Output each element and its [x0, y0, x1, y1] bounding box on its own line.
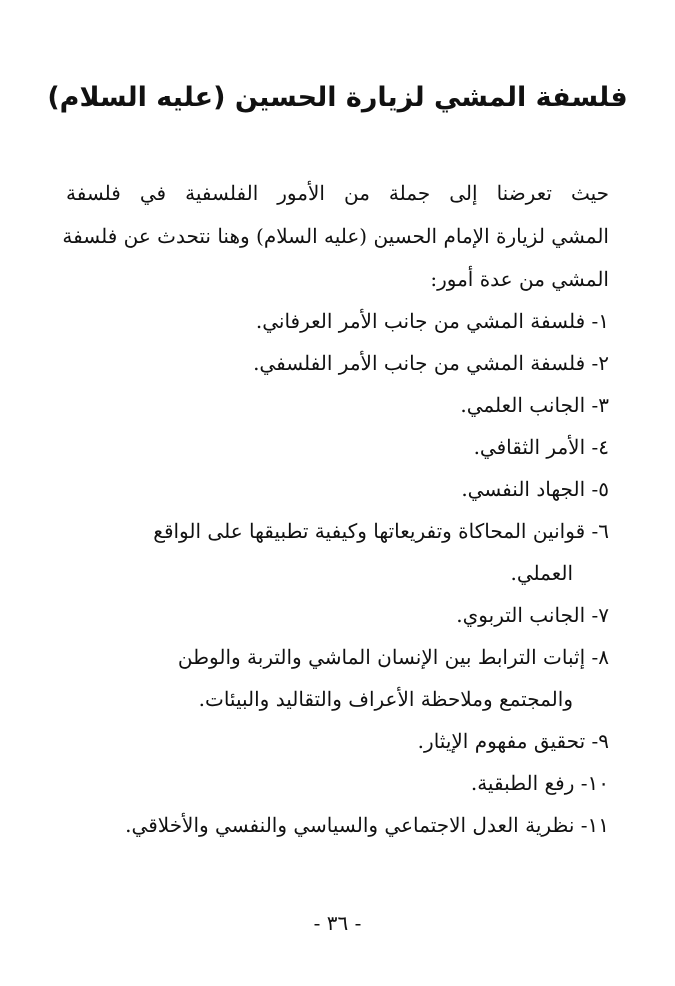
intro-paragraph	[62, 172, 609, 301]
list-item	[66, 636, 609, 720]
list-item-text: ٦- قوانين المحاكاة وتفريعاتها وكيفية تطبيقها على الواقع	[153, 519, 609, 543]
intro-line: حيث تعرضنا إلى جملة من الأمور الفلسفية في فلسفة	[66, 181, 609, 205]
list-item	[66, 468, 609, 510]
list-item-text: ١١- نظرية العدل الاجتماعي والسياسي والنفسي والأخلاقي.	[125, 813, 609, 837]
page-number: - ٣٦ -	[313, 911, 362, 935]
list-item-text: ٤- الأمر الثقافي.	[473, 435, 609, 459]
list-item	[66, 720, 609, 762]
list-item	[66, 300, 609, 342]
list-item-text: ١٠- رفع الطبقية.	[470, 771, 609, 795]
intro-line: المشي لزيارة الإمام الحسين (عليه السلام) وهنا نتحدث عن فلسفة	[62, 224, 609, 248]
list-item-text: ٢- فلسفة المشي من جانب الأمر الفلسفي.	[253, 351, 609, 375]
page-title: فلسفة المشي لزيارة الحسين (عليه السلام)	[47, 82, 628, 113]
list-item-text: ٧- الجانب التربوي.	[456, 603, 609, 627]
list-item-text: ١- فلسفة المشي من جانب الأمر العرفاني.	[255, 309, 609, 333]
list-item	[66, 384, 609, 426]
list-item-continuation: والمجتمع وملاحظة الأعراف والتقاليد والبيئات.	[198, 687, 573, 711]
intro-line: المشي من عدة أمور:	[430, 267, 609, 291]
list-item-text: ٣- الجانب العلمي.	[460, 393, 609, 417]
list-item-text: ٩- تحقيق مفهوم الإيثار.	[417, 729, 609, 753]
list-item	[66, 342, 609, 384]
list-item	[66, 426, 609, 468]
list-item-continuation: العملي.	[510, 561, 573, 585]
list-item	[66, 762, 609, 804]
list-item	[66, 510, 609, 594]
list-item-text: ٥- الجهاد النفسي.	[461, 477, 609, 501]
list-item	[66, 804, 609, 846]
list-item	[66, 594, 609, 636]
points-list	[66, 300, 609, 846]
list-item-text: ٨- إثبات الترابط بين الإنسان الماشي والتربة والوطن	[177, 645, 609, 669]
